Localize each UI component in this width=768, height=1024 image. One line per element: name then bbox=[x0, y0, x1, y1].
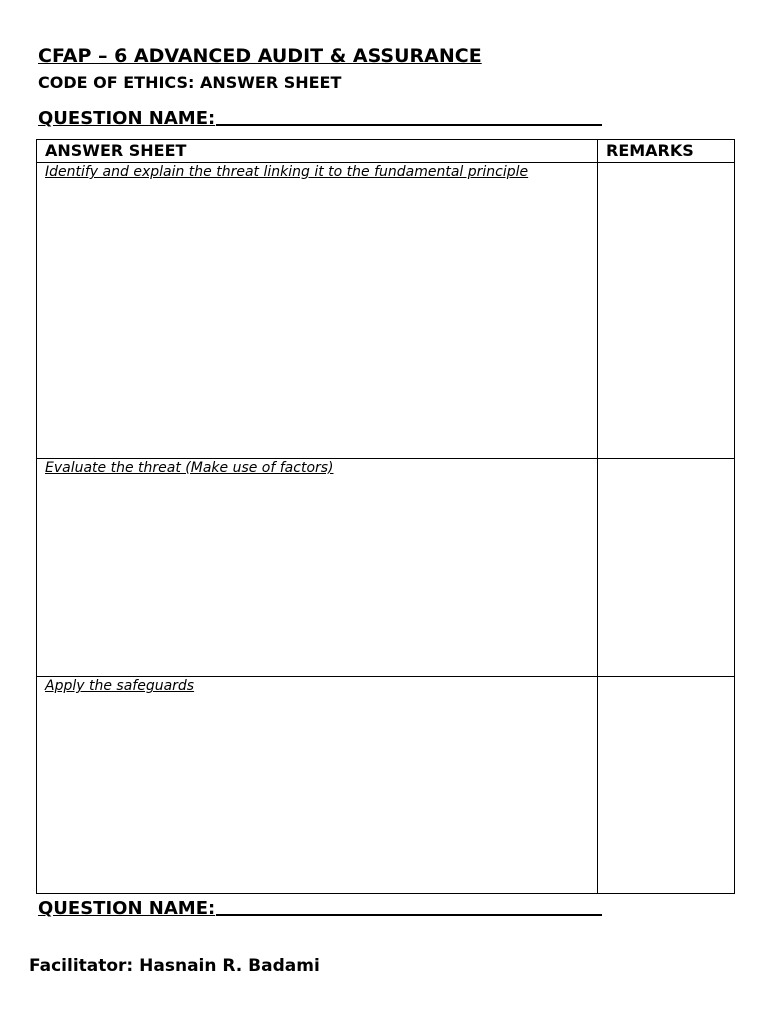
question-name-blank-line[interactable] bbox=[216, 896, 602, 916]
facilitator-name: Facilitator: Hasnain R. Badami bbox=[29, 956, 320, 976]
question-name-label: QUESTION NAME: bbox=[38, 898, 216, 919]
remarks-cell[interactable] bbox=[598, 459, 735, 677]
answer-sheet-table bbox=[36, 139, 735, 894]
remarks-cell[interactable] bbox=[598, 163, 735, 459]
table-row bbox=[37, 163, 735, 459]
question-name-field-bottom[interactable] bbox=[38, 894, 602, 919]
remarks-header: REMARKS bbox=[598, 140, 735, 163]
document-title: CFAP – 6 ADVANCED AUDIT & ASSURANCE bbox=[38, 45, 482, 67]
table-row bbox=[37, 459, 735, 677]
remarks-cell[interactable] bbox=[598, 677, 735, 894]
answer-cell-evaluate[interactable] bbox=[37, 459, 598, 677]
answer-cell-identify[interactable] bbox=[37, 163, 598, 459]
document-subtitle: CODE OF ETHICS: ANSWER SHEET bbox=[38, 73, 342, 92]
question-name-field[interactable] bbox=[38, 104, 602, 129]
answer-cell-safeguards[interactable] bbox=[37, 677, 598, 894]
answer-sheet-header: ANSWER SHEET bbox=[37, 140, 598, 163]
table-header-row bbox=[37, 140, 735, 163]
question-name-blank-line[interactable] bbox=[216, 106, 602, 126]
prompt-apply-safeguards: Apply the safeguards bbox=[45, 678, 195, 694]
prompt-evaluate-threat: Evaluate the threat (Make use of factors) bbox=[45, 460, 334, 476]
prompt-identify-threat: Identify and explain the threat linking it to the fundamental principle bbox=[45, 164, 529, 180]
question-name-label: QUESTION NAME: bbox=[38, 108, 216, 129]
table-row bbox=[37, 677, 735, 894]
